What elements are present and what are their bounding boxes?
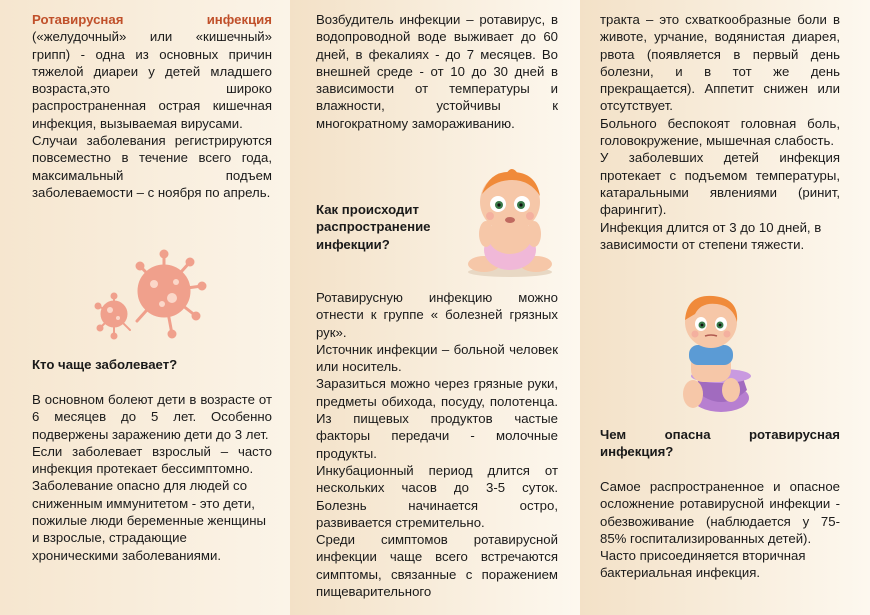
column-1 bbox=[0, 0, 290, 615]
who-paragraph-1: В основном болеют дети в возрасте от 6 месяцев до 5 лет. Особенно подвержены заражению дети до 3 лет. bbox=[32, 392, 272, 442]
cases-text: Случаи заболевания регистрируются повсеместно в течение всего года, максимальный подъем заболеваемости – с ноября по апрель. bbox=[32, 133, 272, 200]
symptoms-paragraph-4: Инфекция длится от 3 до 10 дней, в зависимости от степени тяжести. bbox=[600, 219, 822, 252]
symptoms-paragraph-2: Больного беспокоят головная боль, головокружение, мышечная слабость. bbox=[600, 115, 840, 149]
who-heading: Кто чаще заболевает? bbox=[32, 357, 178, 372]
who-paragraph-3: Заболевание опасно для людей со сниженным иммунитетом - это дети, пожилые люди беременные женщины и взрослые, страдающие хроническими заболеваниями. bbox=[32, 478, 266, 563]
intro-text: («желудочный» или «кишечный» грипп) - одна из основных причин тяжелой диареи у детей младшего возраста,это широко распространенная острая кишечная инфекция, вызываемая вирусами. bbox=[32, 29, 272, 131]
spread-heading: Как происходит распространение инфекции? bbox=[316, 202, 431, 252]
intro-block bbox=[32, 11, 272, 201]
who-block bbox=[32, 391, 272, 564]
column-2 bbox=[290, 0, 580, 615]
column-3 bbox=[580, 0, 870, 615]
symptoms-paragraph-3: У заболевших детей инфекция протекает с подъемом температуры, катаральными явлениями (ринит, фарингит). bbox=[600, 150, 840, 218]
spread-paragraph-5: Среди симптомов ротавирусной инфекции чаще всего встречаются симптомы, связанные с поражением пищеварительного bbox=[316, 532, 558, 600]
danger-block bbox=[600, 478, 840, 582]
virus-illustration bbox=[92, 246, 222, 346]
symptoms-paragraph-1: тракта – это схваткообразные боли в животе, урчание, водянистая диарея, рвота (появляется в первый день болезни, и в тот же день прекращается). Аппетит снижен или отсутствует. bbox=[600, 12, 840, 114]
danger-heading bbox=[600, 426, 840, 461]
sitting-baby-illustration bbox=[460, 164, 560, 279]
spread-paragraph-3: Заразиться можно через грязные руки, предметы обихода, посуду, полотенца. Из пищевых продуктов частые факторы передачи - молочные продукты. bbox=[316, 376, 558, 461]
spread-block bbox=[316, 289, 558, 600]
intro-title: Ротавирусная инфекция bbox=[32, 12, 272, 27]
danger-paragraph-1: Самое распространенное и опасное осложнение ротавирусной инфекции - обезвоживание (наблюдается у 75-85% госпитализированных детей). bbox=[600, 479, 840, 546]
baby-on-potty-illustration bbox=[673, 290, 753, 420]
who-paragraph-2: Если заболевает взрослый – часто инфекция протекает бессимптомно. bbox=[32, 443, 272, 477]
spread-paragraph-1: Ротавирусную инфекцию можно отнести к группе « болезней грязных рук». bbox=[316, 290, 558, 340]
danger-heading-text: Чем опасна ротавирусная инфекция? bbox=[600, 427, 840, 460]
danger-paragraph-2: Часто присоединяется вторичная бактериальная инфекция. bbox=[600, 548, 806, 581]
symptoms-block bbox=[600, 11, 840, 253]
spread-paragraph-2: Источник инфекции – больной человек или носитель. bbox=[316, 341, 558, 375]
spread-paragraph-4: Инкубационный период длится от нескольких часов до 3-5 суток. Болезнь начинается остро, развивается стремительно. bbox=[316, 462, 558, 530]
agent-block bbox=[316, 11, 558, 132]
agent-text: Возбудитель инфекции – ротавирус, в водопроводной воде выживает до 60 дней, в фекалиях - до 7 месяцев. Во внешней среде - от 10 до 30 дней в зависимости от температуры и влажности, устойчивы к многократному замораживанию. bbox=[316, 12, 558, 131]
